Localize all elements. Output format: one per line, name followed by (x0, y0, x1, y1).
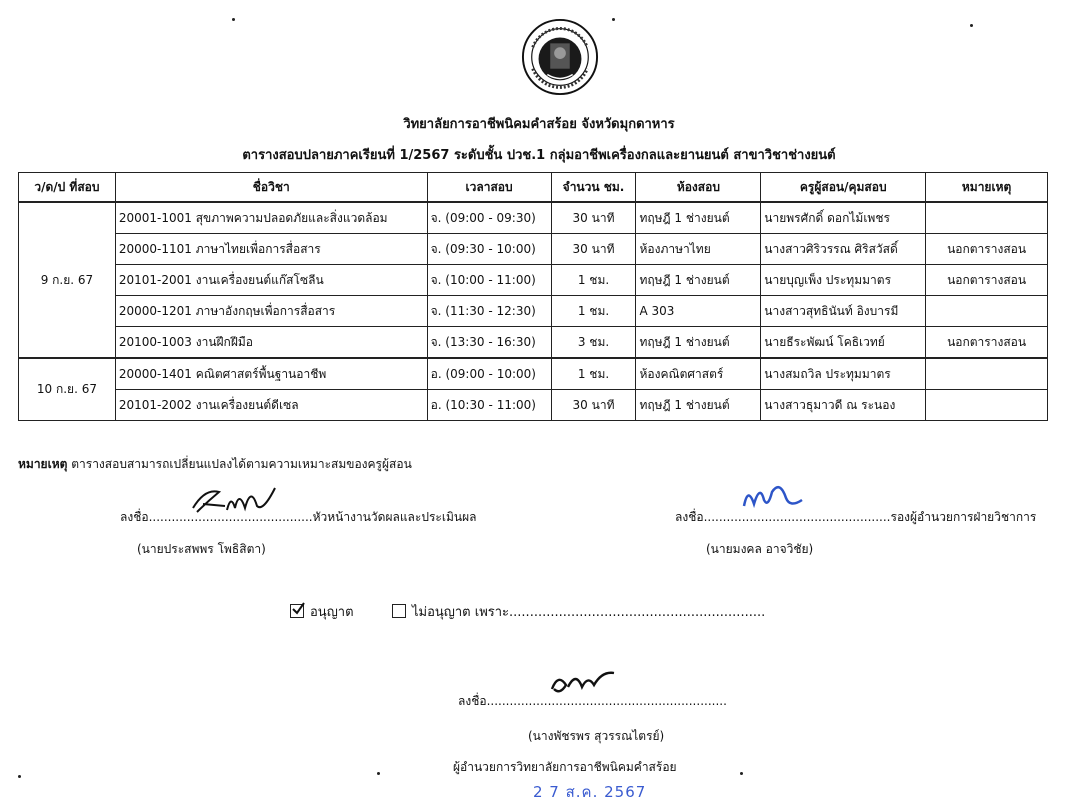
sign-dots: ................................................. (703, 510, 891, 524)
remark-cell (926, 358, 1048, 390)
scan-dot (18, 775, 21, 778)
deny-checkbox[interactable] (392, 604, 406, 618)
exam-date-cell: 10 ก.ย. 67 (19, 358, 116, 421)
subject-cell: 20101-2002 งานเครื่องยนต์ดีเซล (115, 390, 427, 421)
remark-cell (926, 390, 1048, 421)
teacher-cell: นางสาวศิริวรรณ ศิริสวัสดิ์ (761, 234, 926, 265)
table-row (19, 327, 1048, 359)
subject-cell: 20000-1101 ภาษาไทยเพื่อการสื่อสาร (115, 234, 427, 265)
time-cell: จ. (09:30 - 10:00) (427, 234, 551, 265)
time-cell: จ. (09:00 - 09:30) (427, 202, 551, 234)
remark-cell (926, 296, 1048, 327)
college-seal-icon (521, 18, 599, 96)
table-row (19, 296, 1048, 327)
teacher-cell: นางสาวธุมาวดี ณ ระนอง (761, 390, 926, 421)
signer-name-right: (นายมงคล อาจวิชัย) (706, 542, 814, 556)
deny-dots: .............................................................. (509, 605, 766, 620)
remark-cell: นอกตารางสอน (926, 234, 1048, 265)
signature-right-line (675, 508, 1036, 527)
column-header: ว/ด/ป ที่สอบ (19, 173, 116, 203)
room-cell: A 303 (636, 296, 761, 327)
table-header-row (19, 173, 1048, 203)
column-header: เวลาสอบ (427, 173, 551, 203)
scan-dot (232, 18, 235, 21)
remark-note (18, 455, 412, 474)
signer-name-bottom: (นางพัชรพร สุวรรณไตรย์) (528, 729, 665, 743)
deny-label: ไม่อนุญาต เพราะ (412, 605, 510, 620)
signer-name-left: (นายประสพพร โพธิสิตา) (137, 542, 266, 556)
teacher-cell: นายพรศักดิ์ ดอกไม้เพชร (761, 202, 926, 234)
time-cell: อ. (09:00 - 10:00) (427, 358, 551, 390)
column-header: หมายเหตุ (926, 173, 1048, 203)
table-row (19, 265, 1048, 296)
signer-role: หัวหน้างานวัดผลและประเมินผล (312, 510, 477, 524)
deny-option[interactable] (392, 601, 765, 622)
remark-cell: นอกตารางสอน (926, 327, 1048, 359)
table-row (19, 234, 1048, 265)
room-cell: ทฤษฎี 1 ช่างยนต์ (636, 327, 761, 359)
subject-cell: 20000-1401 คณิตศาสตร์พื้นฐานอาชีพ (115, 358, 427, 390)
schedule-title: ตารางสอบปลายภาคเรียนที่ 1/2567 ระดับชั้น ปวช.1 กลุ่มอาชีพเครื่องกลและยานยนต์ สาขาวิชาช่างยนต์ (242, 148, 836, 163)
scan-dot (740, 772, 743, 775)
column-header: จำนวน ชม. (551, 173, 636, 203)
exam-date-cell: 9 ก.ย. 67 (19, 202, 116, 358)
approve-checkbox[interactable] (290, 604, 304, 618)
hours-cell: 30 นาที (551, 390, 636, 421)
date-stamp: 2 7 ส.ค. 2567 (533, 783, 647, 801)
table-row (19, 202, 1048, 234)
sign-prefix: ลงชื่อ (458, 694, 487, 708)
approve-label: อนุญาต (310, 605, 354, 620)
hours-cell: 30 นาที (551, 202, 636, 234)
time-cell: จ. (10:00 - 11:00) (427, 265, 551, 296)
scan-dot (377, 772, 380, 775)
signature-bottom-line (458, 692, 727, 711)
subject-cell: 20001-1001 สุขภาพความปลอดภัยและสิ่งแวดล้อม (115, 202, 427, 234)
subject-cell: 20101-2001 งานเครื่องยนต์แก๊สโซลีน (115, 265, 427, 296)
college-title: วิทยาลัยการอาชีพนิคมคำสร้อย จังหวัดมุกดาหาร (403, 117, 675, 132)
scan-dot (970, 24, 973, 27)
sign-dots: ............................................................... (486, 694, 727, 708)
approve-option[interactable] (290, 601, 354, 622)
hours-cell: 30 นาที (551, 234, 636, 265)
column-header: ห้องสอบ (636, 173, 761, 203)
table-row (19, 390, 1048, 421)
sign-prefix: ลงชื่อ (675, 510, 704, 524)
scan-dot (612, 18, 615, 21)
hours-cell: 3 ชม. (551, 327, 636, 359)
signature-left-line (120, 508, 476, 527)
remark-note-text: ตารางสอบสามารถเปลี่ยนแปลงได้ตามความเหมาะสมของครูผู้สอน (67, 457, 412, 471)
teacher-cell: นายบุญเพ็ง ประทุมมาตร (761, 265, 926, 296)
room-cell: ห้องภาษาไทย (636, 234, 761, 265)
sign-prefix: ลงชื่อ (120, 510, 149, 524)
column-header: ชื่อวิชา (115, 173, 427, 203)
hours-cell: 1 ชม. (551, 358, 636, 390)
sign-dots: ........................................... (148, 510, 313, 524)
subject-cell: 20100-1003 งานฝึกฝีมือ (115, 327, 427, 359)
remark-note-label: หมายเหตุ (18, 457, 68, 471)
room-cell: ทฤษฎี 1 ช่างยนต์ (636, 265, 761, 296)
teacher-cell: นายธีระพัฒน์ โคธิเวทย์ (761, 327, 926, 359)
time-cell: จ. (13:30 - 16:30) (427, 327, 551, 359)
signer-role: รองผู้อำนวยการฝ่ายวิชาการ (890, 510, 1037, 524)
time-cell: อ. (10:30 - 11:00) (427, 390, 551, 421)
signer-role-bottom: ผู้อำนวยการวิทยาลัยการอาชีพนิคมคำสร้อย (453, 760, 677, 774)
hours-cell: 1 ชม. (551, 265, 636, 296)
teacher-cell: นางสมถวิล ประทุมมาตร (761, 358, 926, 390)
exam-schedule-table (18, 172, 1048, 421)
room-cell: ทฤษฎี 1 ช่างยนต์ (636, 390, 761, 421)
time-cell: จ. (11:30 - 12:30) (427, 296, 551, 327)
room-cell: ห้องคณิตศาสตร์ (636, 358, 761, 390)
remark-cell (926, 202, 1048, 234)
hours-cell: 1 ชม. (551, 296, 636, 327)
checkmark-icon (291, 602, 305, 616)
room-cell: ทฤษฎี 1 ช่างยนต์ (636, 202, 761, 234)
table-row (19, 358, 1048, 390)
teacher-cell: นางสาวสุทธินันท์ อิงบารมี (761, 296, 926, 327)
remark-cell: นอกตารางสอน (926, 265, 1048, 296)
subject-cell: 20000-1201 ภาษาอังกฤษเพื่อการสื่อสาร (115, 296, 427, 327)
column-header: ครูผู้สอน/คุมสอบ (761, 173, 926, 203)
